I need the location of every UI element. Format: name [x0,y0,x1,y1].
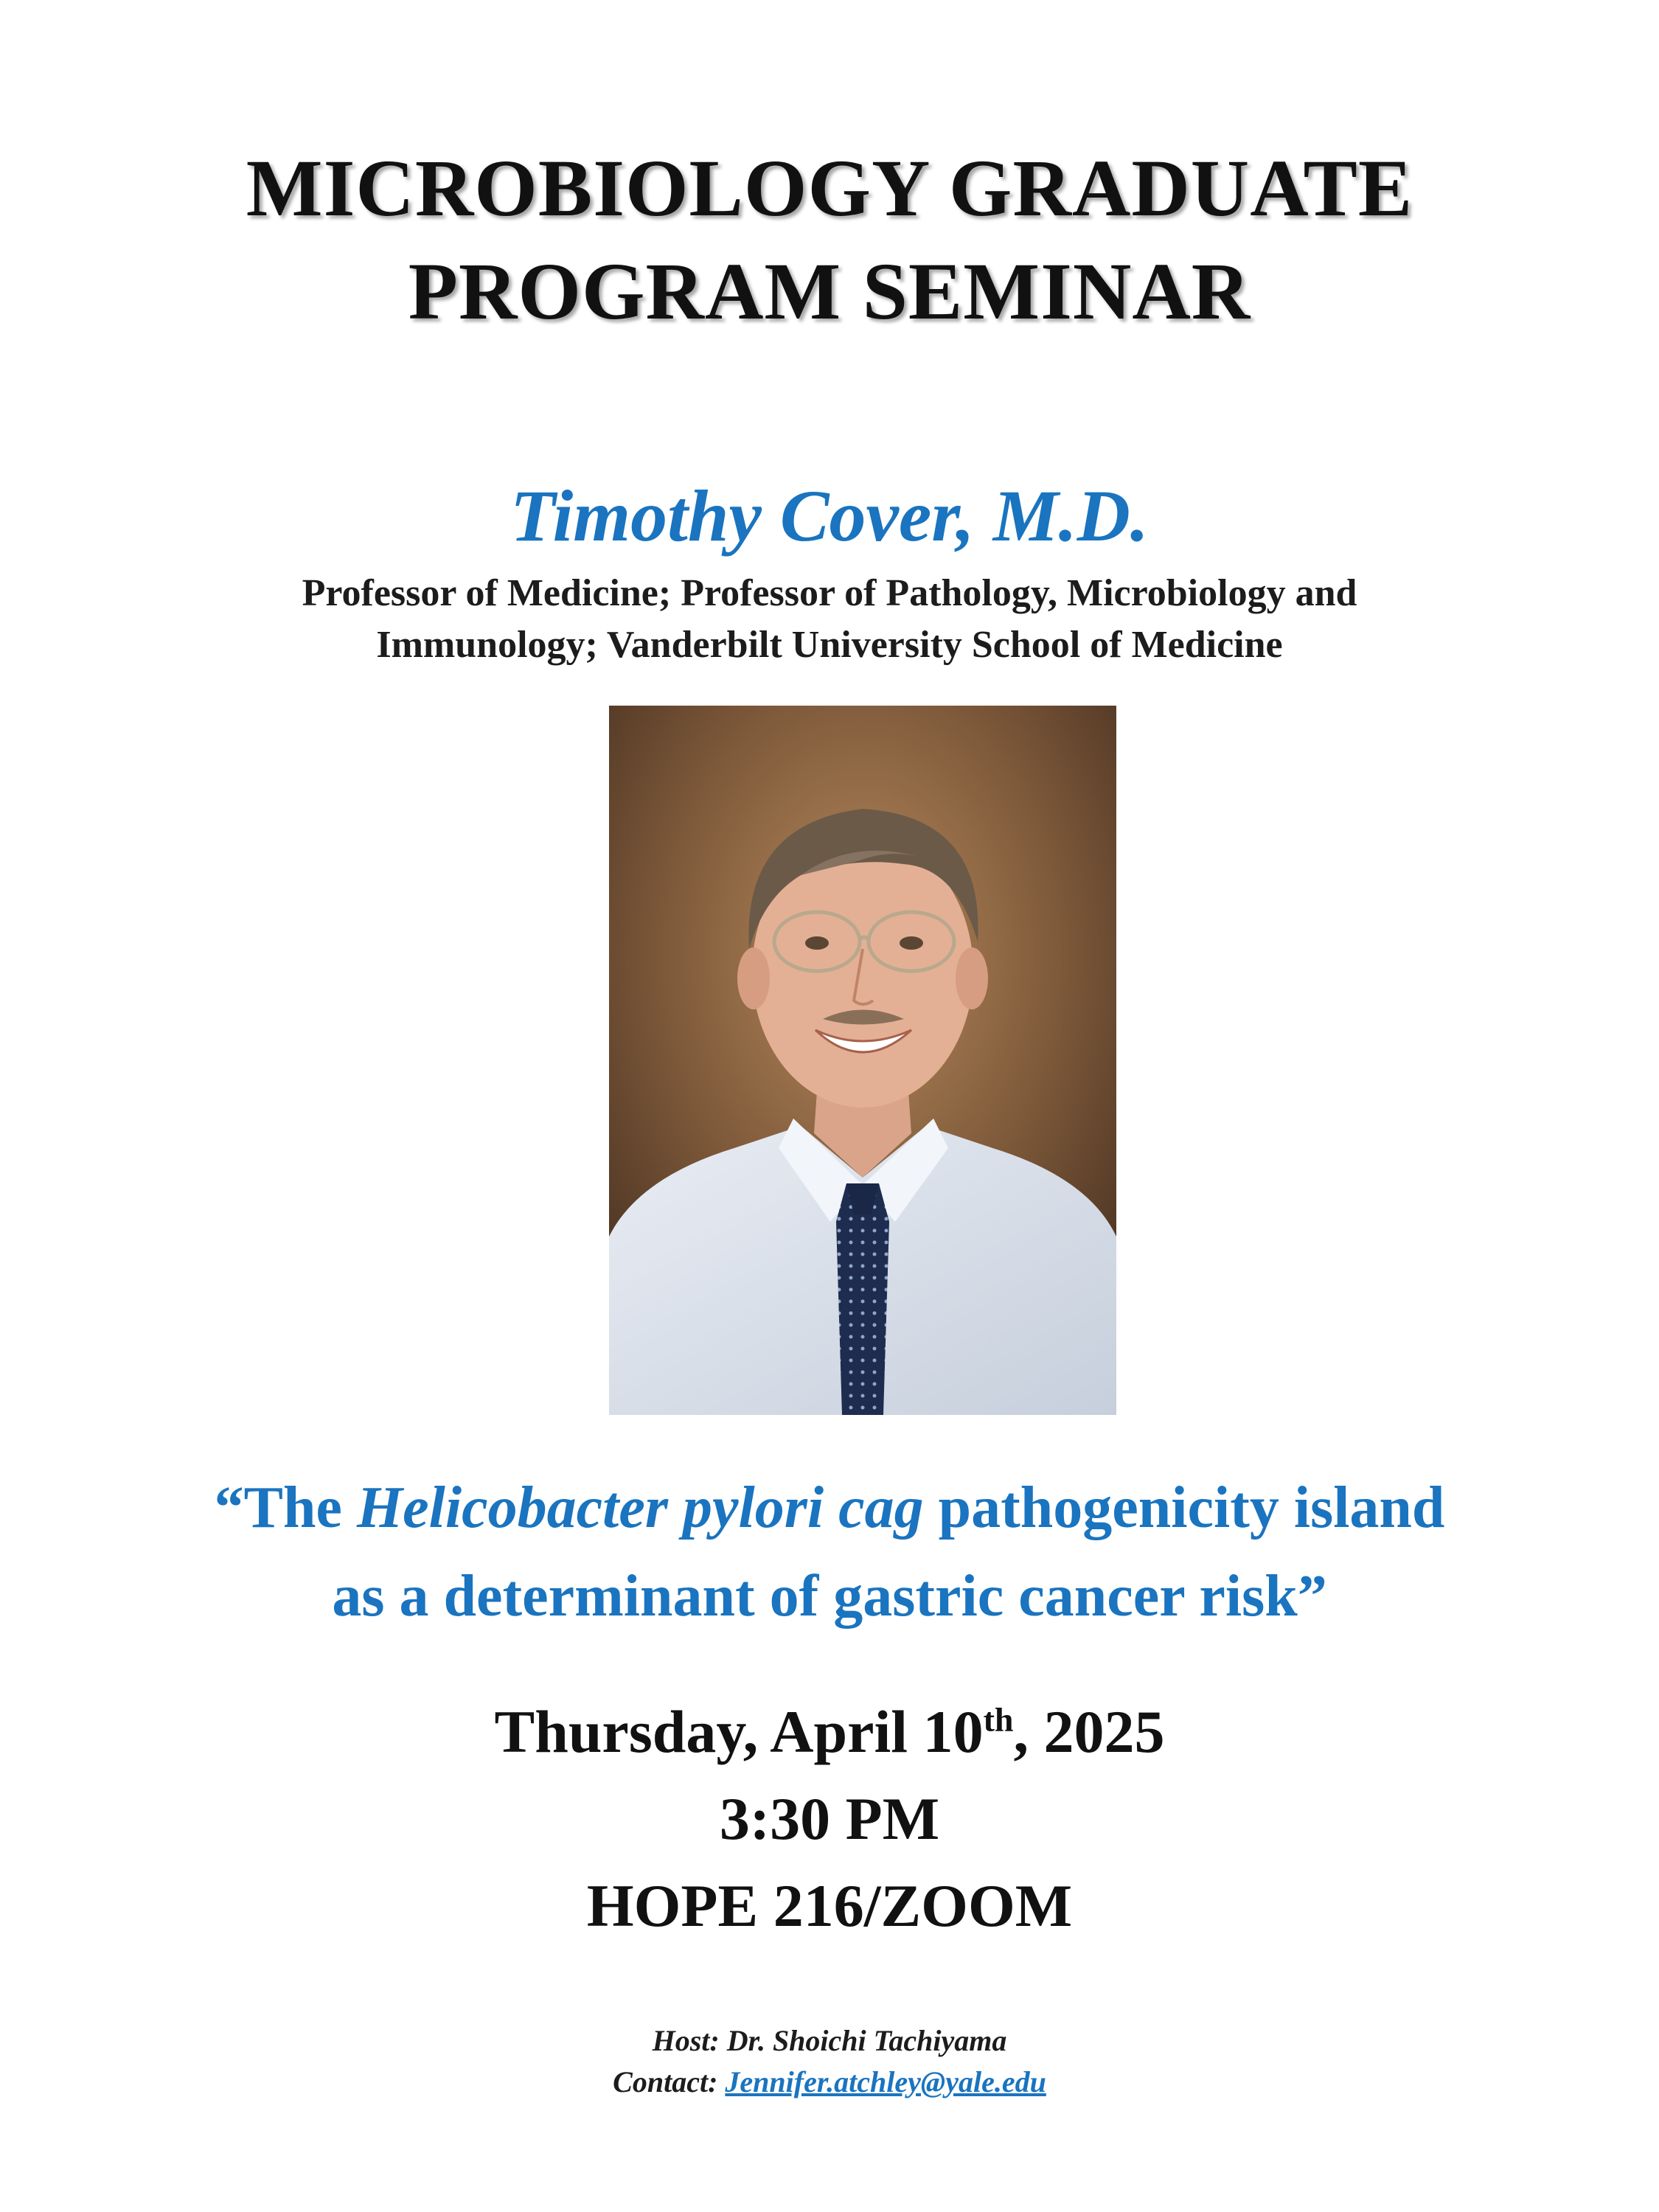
heading-line-2: PROGRAM SEMINAR [408,246,1251,336]
event-time: 3:30 PM [719,1785,940,1852]
contact-label: Contact: [613,2065,726,2098]
talk-title-line-1-rest: pathogenicity island [923,1475,1445,1540]
event-date [0,1688,1659,1775]
contact-line [0,2062,1659,2103]
event-date-ordinal: th [983,1700,1014,1739]
speaker-photo [609,706,1116,1415]
host-line: Host: Dr. Shoichi Tachiyama [652,2024,1007,2057]
speaker-affiliation [0,568,1659,671]
talk-title-line-1 [0,1464,1659,1552]
talk-title-open: “The [214,1475,357,1540]
talk-title-organism: Helicobacter pylori cag [356,1475,924,1540]
talk-title-line-2: as a determinant of gastric cancer risk” [332,1564,1327,1629]
affiliation-line-1: Professor of Medicine; Professor of Pathology, Microbiology and [302,572,1357,614]
event-location: HOPE 216/ZOOM [586,1872,1073,1939]
event-date-year: , 2025 [1013,1698,1165,1765]
footer [0,2020,1659,2103]
heading-line-1: MICROBIOLOGY GRADUATE [246,143,1413,233]
speaker-name: Timothy Cover, M.D. [510,475,1149,557]
affiliation-line-2: Immunology; Vanderbilt University School of Medicine [376,624,1283,666]
talk-title [0,1464,1659,1641]
event-details [0,1688,1659,1950]
contact-email-link[interactable]: Jennifer.atchley@yale.edu [725,2065,1046,2098]
event-date-prefix: Thursday, April 10 [494,1698,984,1765]
seminar-heading [0,136,1659,343]
